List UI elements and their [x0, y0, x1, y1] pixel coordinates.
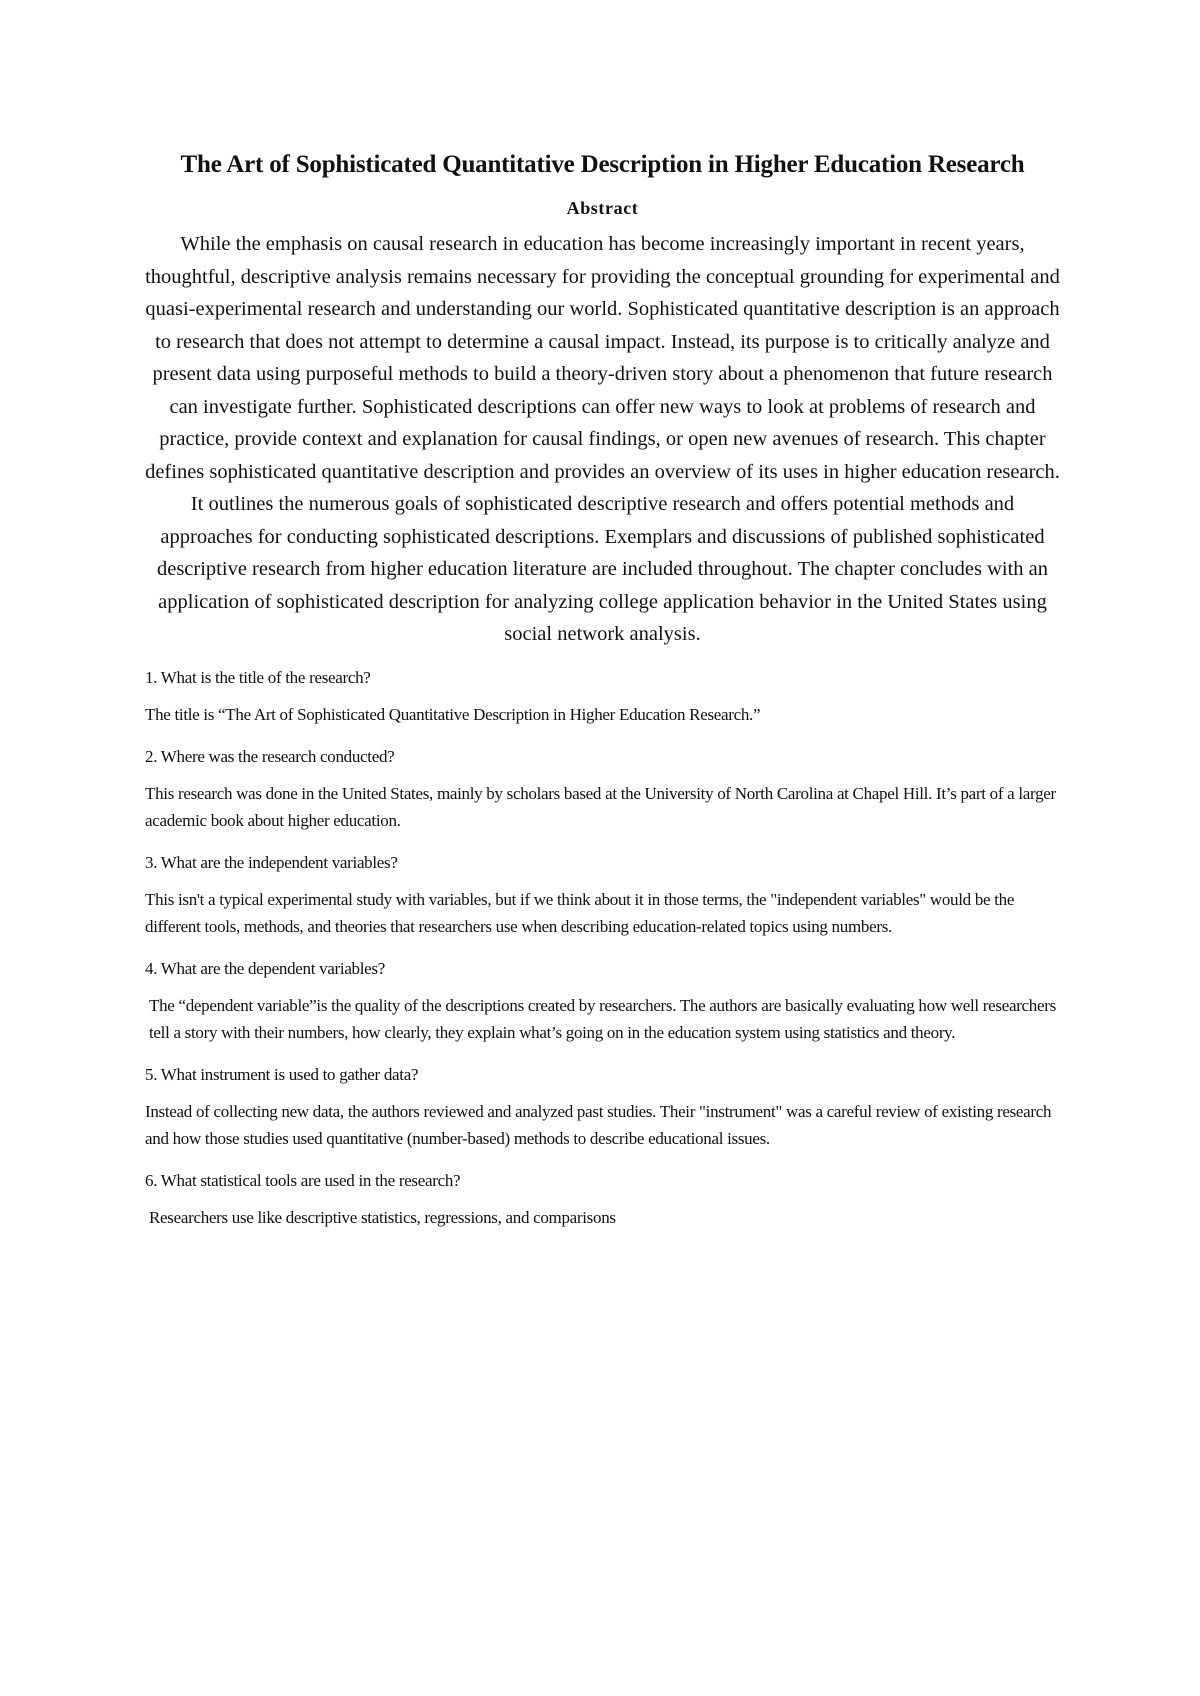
- question-1: 1. What is the title of the research?: [145, 667, 371, 687]
- qa-section: [145, 665, 1060, 1232]
- abstract-text: While the emphasis on causal research in education has become increasingly important in recent years, thoughtful, descriptive analysis remains necessary for providing the conceptual grounding for experimental and quasi-experimental research and understanding our world. Sophisticated quantitative description is an approach to research that does not attempt to determine a causal impact. Instead, its purpose is to critically analyze and present data using purposeful methods to build a theory-driven story about a phenomenon that future research can investigate further. Sophisticated descriptions can offer new ways to look at problems of research and practice, provide context and explanation for causal findings, or open new avenues of research. This chapter defines sophisticated quantitative description and provides an overview of its uses in higher education research. It outlines the numerous goals of sophisticated descriptive research and offers potential methods and approaches for conducting sophisticated descriptions. Exemplars and discussions of published sophisticated descriptive research from higher education literature are included throughout. The chapter concludes with an application of sophisticated description for analyzing college application behavior in the United States using social network analysis.: [145, 233, 1060, 645]
- answer-1: The title is “The Art of Sophisticated Quantitative Description in Higher Education Research.”: [145, 704, 761, 724]
- question-2: 2. Where was the research conducted?: [145, 747, 395, 766]
- question-4: 4. What are the dependent variables?: [145, 959, 385, 978]
- answer-3: This isn't a typical experimental study with variables, but if we think about it in those terms, the "independent variables" would be the different tools, methods, and theories that researchers use when describing education-related topics using numbers.: [145, 890, 1015, 936]
- document-content: [145, 146, 1060, 1248]
- document-title: The Art of Sophisticated Quantitative Description in Higher Education Research: [180, 151, 1025, 178]
- abstract-heading: Abstract: [566, 198, 639, 218]
- answer-2: This research was done in the United States, mainly by scholars based at the University of North Carolina at Chapel Hill. It’s part of a larger academic book about higher education.: [145, 784, 1056, 830]
- answer-6: Researchers use like descriptive statistics, regressions, and comparisons: [149, 1208, 616, 1227]
- answer-4: The “dependent variable”is the quality of the descriptions created by researchers. The authors are basically evaluating how well researchers tell a story with their numbers, how clearly, they explain what’s going on in the education system using statistics and theory.: [149, 996, 1056, 1042]
- question-6: 6. What statistical tools are used in the research?: [145, 1171, 461, 1190]
- question-5: 5. What instrument is used to gather data?: [145, 1065, 419, 1084]
- question-3: 3. What are the independent variables?: [145, 853, 398, 872]
- answer-5: Instead of collecting new data, the authors reviewed and analyzed past studies. Their "instrument" was a careful review of existing research and how those studies used quantitative (number-based) methods to describe educational issues.: [145, 1102, 1052, 1148]
